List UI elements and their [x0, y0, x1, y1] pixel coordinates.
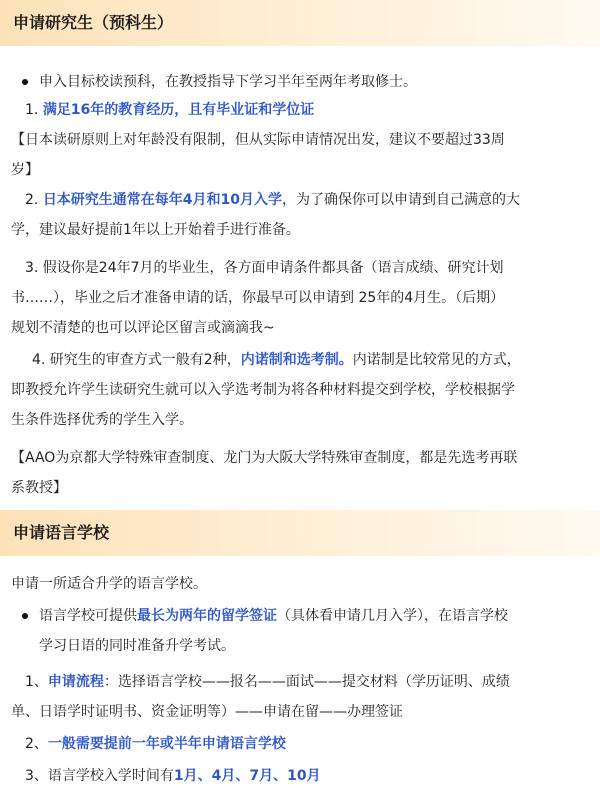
highlight-text: 申请流程 [47, 674, 104, 690]
bullet-text-continuation: 学习日语的同时准备升学考试。 [39, 638, 235, 654]
list-item: 1. 满足16年的教育经历，且有毕业证和学位证 [25, 102, 315, 118]
bullet-text: 申入目标校读预科，在教授指导下学习半年至两年考取修士。 [39, 74, 417, 90]
highlight-text: 满足16年的教育经历，且有毕业证和学位证 [42, 102, 315, 118]
section-header-graduate [0, 0, 600, 46]
highlight-text: 1月、4月、7月、10月 [173, 768, 321, 784]
section-header-language-school [0, 510, 600, 556]
list-item: 1、申请流程：选择语言学校——报名——面试——提交材料（学历证明、成绩 [25, 674, 510, 690]
note-text: 岁】 [11, 162, 39, 178]
list-item-continuation: 即教授允许学生读研究生就可以入学选考制为将各种材料提交到学校，学校根据学 [11, 382, 515, 398]
note-text: 【日本读研原则上对年龄没有限制，但从实际申请情况出发，建议不要超过33周 [11, 132, 505, 148]
list-item-continuation: 规划不清楚的也可以评论区留言或滴滴我~ [11, 320, 275, 336]
list-item-continuation: 生条件选择优秀的学生入学。 [11, 412, 193, 428]
highlight-text: 内诺制和选考制。 [240, 352, 353, 368]
list-item: 3、语言学校入学时间有1月、4月、7月、10月 [25, 768, 321, 784]
section-title: 申请研究生（预科生） [13, 13, 174, 32]
section-title: 申请语言学校 [13, 523, 110, 542]
list-item: 3. 假设你是24年7月的毕业生，各方面申请条件都具备（语言成绩、研究计划 [25, 260, 504, 276]
list-item-continuation: 单、日语学时证明书、资金证明等）——申请在留——办理签证 [11, 704, 403, 720]
list-item: 4. 研究生的审查方式一般有2种，内诺制和选考制。内诺制是比较常见的方式， [32, 352, 521, 368]
list-item: 2. 日本研究生通常在每年4月和10月入学，为了确保你可以申请到自己满意的大 [25, 192, 521, 208]
intro-text: 申请一所适合升学的语言学校。 [11, 576, 207, 592]
highlight-text: 日本研究生通常在每年4月和10月入学 [42, 192, 283, 208]
list-item-continuation: 书……），毕业之后才准备申请的话，你最早可以申请到 25年的4月生。（后期） [11, 290, 505, 306]
note-text: 系教授】 [11, 480, 67, 496]
list-item-continuation: 学，建议最好提前1年以上开始着手进行准备。 [11, 222, 300, 238]
highlight-text: 一般需要提前一年或半年申请语言学校 [47, 736, 286, 752]
list-item: 2、一般需要提前一年或半年申请语言学校 [25, 736, 286, 752]
bullet-text: 语言学校可提供最长为两年的留学签证（具体看申请几月入学），在语言学校 [39, 608, 508, 624]
highlight-text: 最长为两年的留学签证 [137, 608, 277, 624]
note-text: 【AAO为京都大学特殊审查制度、龙门为大阪大学特殊审查制度，都是先选考再联 [11, 450, 518, 466]
